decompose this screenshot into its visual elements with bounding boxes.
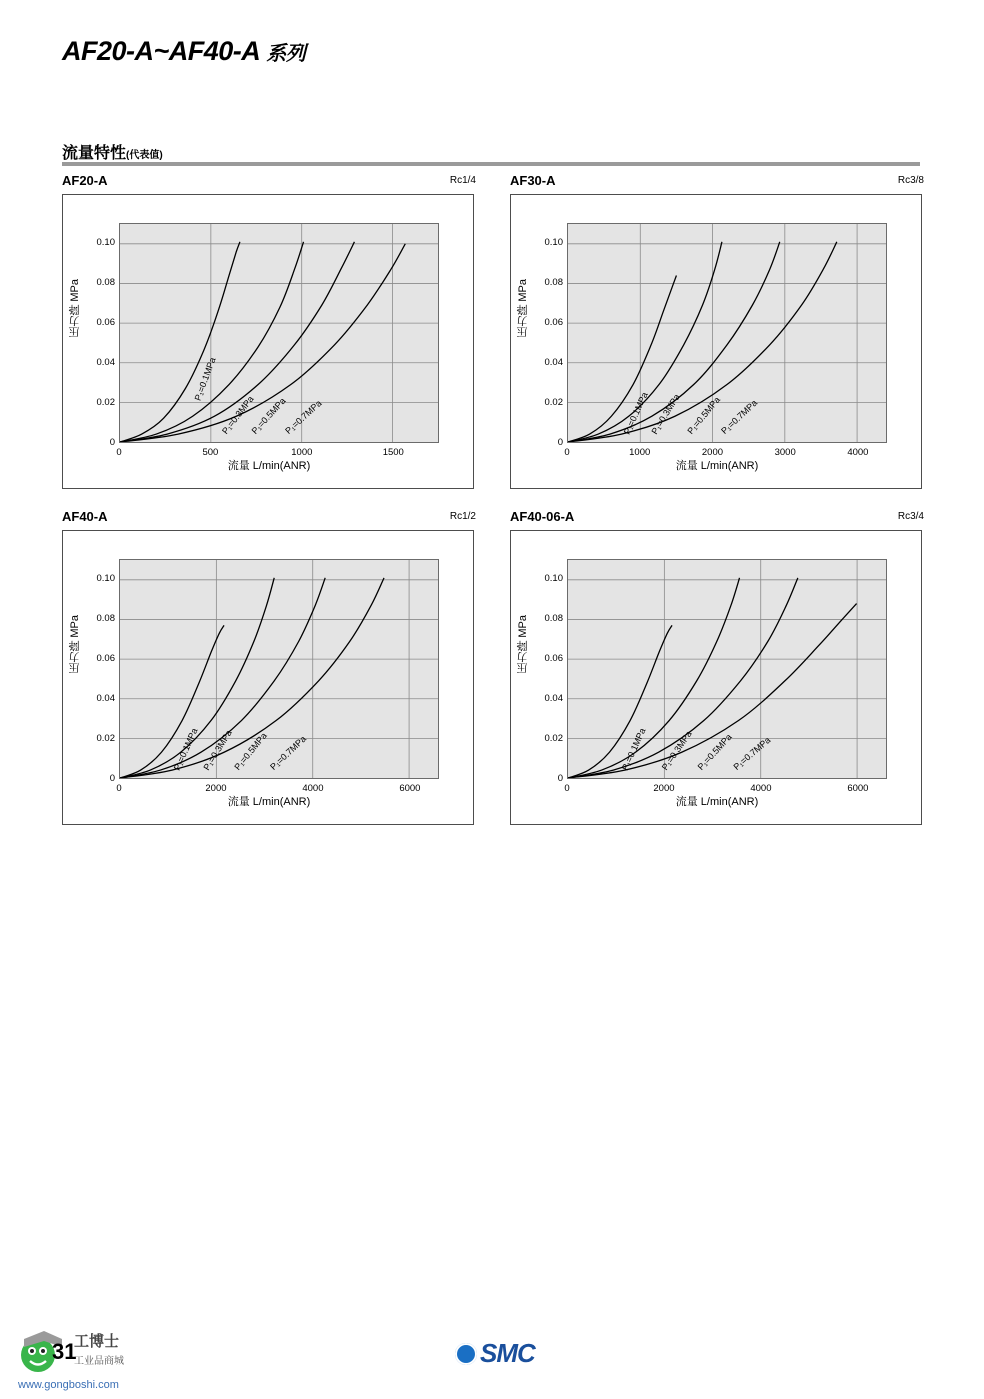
chart-yticks-af30a [511,223,563,448]
y-tick-label: 0 [109,437,115,448]
curve-label: P₁=0.3MPa [649,392,682,436]
chart-ylabel-af30a: 压力降 MPa [517,279,529,338]
y-tick-label: 0.06 [96,317,115,328]
y-tick-label: 0.04 [544,693,563,704]
x-tick-label: 0 [116,783,122,794]
y-tick-label: 0.10 [96,573,115,584]
chart-block-af40a [62,508,476,825]
chart-xlabel-af40a: 流量 L/min(ANR) [227,796,311,808]
chart-ylabel-af40a: 压力降 MPa [69,615,81,674]
chart-xlabel-af30a: 流量 L/min(ANR) [675,460,759,472]
y-tick-label: 0.02 [544,397,563,408]
footer-brand: 工博士 [74,1333,120,1350]
y-tick-label: 0.04 [96,693,115,704]
y-tick-label: 0 [109,773,115,784]
chart-ylabel-af20a: 压力降 MPa [69,279,81,338]
curve-label: P₁=0.1MPa [192,356,218,402]
x-tick-label: 4000 [847,447,869,458]
curve-label: P₁=0.5MPa [232,730,269,772]
footer-site[interactable]: www.gongboshi.com [18,1379,119,1391]
curve-label: P₁=0.5MPa [684,394,722,436]
chart-plot-af30a [567,223,887,443]
chart-frame-af40a [62,530,474,825]
curve-label: P₁=0.7MPa [268,733,309,772]
curve-label: P₁=0.7MPa [731,734,772,772]
chart-yticks-af40a [63,559,115,784]
curve-label: P₁=0.3MPa [659,729,694,772]
y-tick-label: 0.02 [96,733,115,744]
x-tick-label: 2000 [701,447,724,458]
y-tick-label: 0.06 [544,653,563,664]
curve-label: P₁=0.1MPa [171,726,200,772]
section-divider [62,162,920,166]
y-tick-label: 0.02 [544,733,563,744]
chart-frame-af20a [62,194,474,489]
chart-port-af4006a: Rc3/4 [897,511,924,522]
chart-frame-af4006a [510,530,922,825]
page-title-model: AF20-A~AF40-A [62,36,261,66]
chart-port-af40a: Rc1/2 [449,511,476,522]
chart-plot-af20a [119,223,439,443]
chart-plot-af40a [119,559,439,779]
y-tick-label: 0.08 [544,277,563,288]
y-tick-label: 0 [557,437,563,448]
x-tick-label: 500 [202,447,219,458]
curve-label: P₁=0.5MPa [695,731,734,772]
chart-xlabel-af20a: 流量 L/min(ANR) [227,460,311,472]
x-tick-label: 6000 [847,783,869,794]
y-tick-label: 0.06 [544,317,563,328]
chart-title-af20a: AF20-A [62,173,108,188]
chart-ylabel-af4006a: 压力降 MPa [517,615,529,674]
curve-label: P₁=0.1MPa [619,726,648,772]
page-footer [0,1289,984,1399]
x-tick-label: 0 [564,783,570,794]
x-tick-label: 1000 [629,447,651,458]
chart-xlabel-af4006a: 流量 L/min(ANR) [675,796,759,808]
y-tick-label: 0.08 [96,277,115,288]
x-tick-label: 2000 [205,783,227,794]
y-tick-label: 0 [557,773,563,784]
chart-title-af4006a: AF40-06-A [510,509,575,524]
curve-label: P₁=0.3MPa [219,393,256,436]
y-tick-label: 0.08 [544,613,563,624]
chart-title-af40a: AF40-A [62,509,108,524]
y-tick-label: 0.04 [544,357,563,368]
globe-icon [455,1343,477,1365]
x-tick-label: 0 [564,447,570,458]
chart-yticks-af20a [63,223,115,448]
chart-title-af30a: AF30-A [510,173,556,188]
y-tick-label: 0.10 [544,573,563,584]
curve-label: P₁=0.7MPa [283,398,324,436]
x-tick-label: 4000 [750,783,772,794]
x-tick-label: 0 [116,447,122,458]
chart-block-af20a [62,172,476,489]
footer-brand-sub: 工业品商城 [74,1356,124,1367]
page-number: 31 [52,1339,77,1364]
y-tick-label: 0.06 [96,653,115,664]
curve-label: P₁=0.3MPa [201,728,234,772]
chart-plot-af4006a [567,559,887,779]
chart-block-af30a [510,172,924,489]
y-tick-label: 0.08 [96,613,115,624]
chart-yticks-af4006a [511,559,563,784]
smc-logo-text: SMC [480,1338,535,1368]
x-tick-label: 2000 [653,783,675,794]
section-title: 流量特性 [62,145,127,162]
chart-port-af20a: Rc1/4 [449,175,476,186]
chart-block-af4006a [510,508,924,825]
x-tick-label: 6000 [399,783,421,794]
y-tick-label: 0.10 [544,237,563,248]
chart-frame-af30a [510,194,922,489]
x-tick-label: 3000 [774,447,796,458]
y-tick-label: 0.10 [96,237,115,248]
curve-label: P₁=0.7MPa [719,397,760,436]
y-tick-label: 0.02 [96,397,115,408]
x-tick-label: 1000 [291,447,313,458]
curve-label: P₁=0.5MPa [249,395,288,436]
page-title [62,36,305,67]
x-tick-label: 1500 [382,447,404,458]
x-tick-label: 4000 [302,783,324,794]
y-tick-label: 0.04 [96,357,115,368]
section-title-note: (代表值) [126,150,163,161]
curve-label: P₁=0.1MPa [622,390,651,436]
chart-port-af30a: Rc3/8 [897,175,924,186]
page-title-series: 系列 [266,43,306,65]
smc-logo [455,1338,535,1369]
